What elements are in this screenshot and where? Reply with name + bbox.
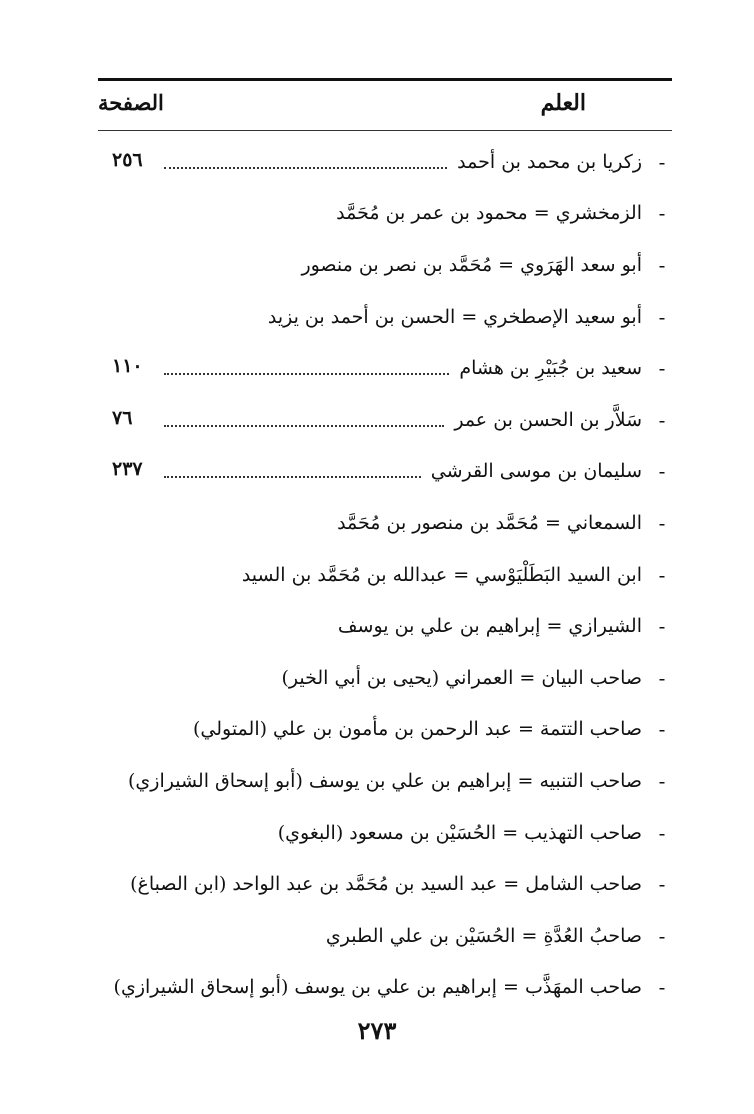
index-entry: [98, 962, 672, 1014]
top-rule: [98, 78, 672, 81]
index-entry: [98, 342, 672, 394]
index-entry: [98, 291, 672, 343]
index-entry: [98, 704, 672, 756]
index-entries: [98, 136, 672, 1013]
entry-dash: -: [658, 149, 666, 174]
dot-leader: [164, 425, 444, 427]
entry-dash: -: [658, 923, 666, 948]
index-entry: [98, 394, 672, 446]
entry-dash: -: [658, 407, 666, 432]
dot-leader: [164, 476, 421, 478]
entry-dash: -: [658, 614, 666, 639]
entry-dash: -: [658, 562, 666, 587]
page-column-label: الصفحة: [98, 90, 164, 115]
entry-name: صاحبُ العُدَّةِ = الحُسَيْن بن علي الطبري: [325, 924, 642, 947]
header-rule: [98, 130, 672, 131]
index-entry: [98, 755, 672, 807]
entry-name: سعيد بن جُبَيْرِ بن هشام: [459, 357, 642, 380]
entry-name: صاحب التنبيه = إبراهيم بن علي بن يوسف (أبو إسحاق الشيرازي): [128, 769, 642, 792]
entry-name: سَلاَّر بن الحسن بن عمر: [454, 408, 642, 431]
entry-dash: -: [658, 975, 666, 1000]
index-entry: [98, 188, 672, 240]
entry-page-number: ٢٥٦: [112, 148, 143, 171]
index-entry: [98, 497, 672, 549]
entry-name: أبو سعيد الإصطخري = الحسن بن أحمد بن يزيد: [267, 305, 642, 328]
name-column-label: العلم: [540, 90, 586, 116]
entry-name: سليمان بن موسى القرشي: [430, 460, 642, 483]
entry-name: ابن السيد البَطَلْيَوْسي = عبدالله بن مُحَمَّد بن السيد: [241, 563, 642, 586]
entry-dash: -: [658, 356, 666, 381]
entry-name: صاحب المهَذَّب = إبراهيم بن علي بن يوسف (أبو إسحاق الشيرازي): [113, 976, 642, 999]
entry-dash: -: [658, 717, 666, 742]
index-entry: [98, 600, 672, 652]
index-entry: [98, 652, 672, 704]
entry-name: صاحب التتمة = عبد الرحمن بن مأمون بن علي (المتولي): [192, 718, 642, 741]
dot-leader: [164, 373, 449, 375]
page-number: ٢٧٣: [357, 1016, 397, 1045]
entry-name: صاحب الشامل = عبد السيد بن مُحَمَّد بن عبد الواحد (ابن الصباغ): [130, 873, 642, 896]
entry-dash: -: [658, 510, 666, 535]
entry-dash: -: [658, 459, 666, 484]
entry-name: زكريا بن محمد بن أحمد: [457, 150, 642, 173]
entry-dash: -: [658, 820, 666, 845]
entry-name: السمعاني = مُحَمَّد بن منصور بن مُحَمَّد: [337, 511, 642, 534]
entry-page-number: ٢٣٧: [112, 458, 143, 481]
index-entry: [98, 446, 672, 498]
entry-dash: -: [658, 252, 666, 277]
column-header: [98, 90, 672, 124]
entry-dash: -: [658, 872, 666, 897]
entry-dash: -: [658, 768, 666, 793]
index-entry: [98, 858, 672, 910]
index-entry: [98, 136, 672, 188]
entry-name: صاحب التهذيب = الحُسَيْن بن مسعود (البغوي): [277, 821, 642, 844]
entry-page-number: ١١٠: [112, 354, 143, 377]
entry-dash: -: [658, 665, 666, 690]
entry-name: الزمخشري = محمود بن عمر بن مُحَمَّد: [336, 202, 642, 225]
entry-page-number: ٧٦: [112, 406, 133, 429]
entry-name: صاحب البيان = العمراني (يحيى بن أبي الخير): [281, 666, 642, 689]
entry-dash: -: [658, 201, 666, 226]
index-entry: [98, 239, 672, 291]
dot-leader: [164, 167, 447, 169]
index-entry: [98, 549, 672, 601]
entry-dash: -: [658, 304, 666, 329]
index-entry: [98, 807, 672, 859]
entry-name: الشيرازي = إبراهيم بن علي بن يوسف: [337, 615, 642, 638]
index-entry: [98, 910, 672, 962]
entry-name: أبو سعد الهَرَوي = مُحَمَّد بن نصر بن منصور: [301, 253, 642, 276]
